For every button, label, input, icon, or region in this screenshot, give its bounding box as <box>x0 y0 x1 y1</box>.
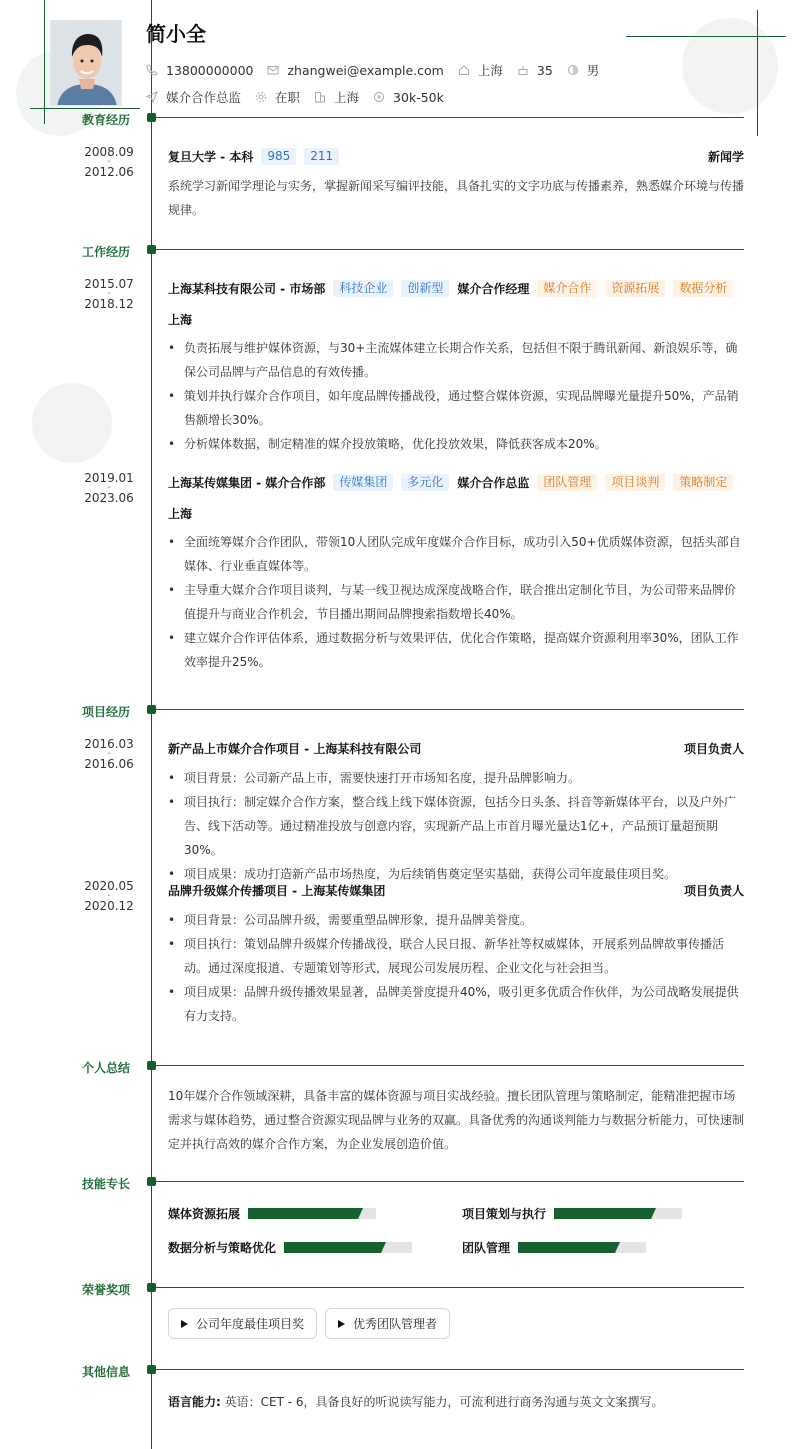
project-header <box>168 882 744 899</box>
role-tag: 媒介合作 <box>537 280 597 297</box>
work-header <box>168 280 744 297</box>
list-item: • 项目执行：策划品牌升级媒介传播战役，联合人民日报、新华社等权威媒体，开展系列品牌故事传播活动。通过深度报道、专题策划等形式，展现公司发展历程、企业文化与社会担当。 <box>168 932 744 980</box>
work-bullets <box>168 336 744 456</box>
role-tag: 团队管理 <box>537 474 597 491</box>
company-name: 上海某传媒集团 - 媒介合作部 <box>168 476 326 490</box>
date-dash: - <box>107 288 111 299</box>
coin-icon <box>373 91 385 103</box>
project-header <box>168 740 744 757</box>
work-header <box>168 474 744 491</box>
skill-bar-cut <box>358 1208 363 1219</box>
project-date <box>74 738 144 770</box>
school-name: 复旦大学 - 本科 <box>168 150 254 164</box>
section-title-skills: 技能专长 <box>81 1177 130 1191</box>
education-header <box>168 148 744 165</box>
skill-bar <box>284 1242 412 1253</box>
company-tag: 传媒集团 <box>333 474 393 491</box>
status-value: 在职 <box>275 90 301 105</box>
company-tag: 多元化 <box>401 474 449 491</box>
list-item: • 项目执行：制定媒介合作方案，整合线上线下媒体资源，包括今日头条、抖音等新媒体平台，以及户外广告、线下活动等。通过精准投放与创意内容，实现新产品上市首月曝光量达1亿+，产品预订量超预期30%。 <box>168 790 744 862</box>
project-date <box>74 880 144 912</box>
decorative-circle <box>32 383 112 463</box>
settings-icon <box>255 91 267 103</box>
education-date <box>74 146 144 178</box>
list-item: • 项目背景：公司新产品上市，需要快速打开市场知名度，提升品牌影响力。 <box>168 766 744 790</box>
award-badge <box>325 1308 450 1339</box>
section-divider <box>152 709 744 710</box>
project-role: 项目负责人 <box>683 884 744 898</box>
skill-name: 项目策划与执行 <box>462 1207 547 1221</box>
salary-info <box>373 90 444 105</box>
date-end: 2020.12 <box>84 899 134 913</box>
major: 新闻学 <box>707 150 744 164</box>
section-title-awards: 荣誉奖项 <box>81 1283 130 1297</box>
work-date <box>74 278 144 310</box>
send-icon <box>146 91 158 103</box>
list-item: • 策划并执行媒介合作项目，如年度品牌传播战役，通过整合媒体资源，实现品牌曝光量提升50%，产品销售额增长30%。 <box>168 384 744 432</box>
other-info <box>168 1393 664 1410</box>
skill-item <box>462 1205 682 1222</box>
date-end: 2023.06 <box>84 491 134 505</box>
skill-item <box>168 1239 412 1256</box>
skill-bar-cut <box>651 1208 656 1219</box>
role-tag: 资源拓展 <box>605 280 665 297</box>
list-item: • 负责拓展与维护媒体资源，与30+主流媒体建立长期合作关系，包括但不限于腾讯新闻、新浪娱乐等，确保公司品牌与产品信息的有效传播。 <box>168 336 744 384</box>
section-title-project: 项目经历 <box>81 705 130 719</box>
section-title-other: 其他信息 <box>81 1365 130 1379</box>
cake-icon <box>517 64 529 76</box>
age-value: 35 <box>536 62 553 78</box>
date-dash: - <box>107 156 111 167</box>
skill-name: 团队管理 <box>462 1241 511 1255</box>
section-title-work: 工作经历 <box>81 245 130 259</box>
section-divider <box>152 1369 744 1370</box>
work-bullets <box>168 530 744 674</box>
date-start: 2019.01 <box>84 471 134 485</box>
intent-city-value: 上海 <box>334 90 360 105</box>
job-role: 媒介合作经理 <box>457 282 530 296</box>
project-title: 新产品上市媒介合作项目 - 上海某科技有限公司 <box>168 742 422 756</box>
phone-value: 13800000000 <box>166 62 254 78</box>
city-value: 上海 <box>477 63 503 78</box>
date-start: 2008.09 <box>84 145 134 159</box>
timeline-line <box>151 0 152 1449</box>
skill-item <box>168 1205 376 1222</box>
gender-value: 男 <box>586 63 600 78</box>
skill-item <box>462 1239 646 1256</box>
award-badge <box>168 1308 317 1339</box>
summary-text: 10年媒介合作领域深耕，具备丰富的媒体资源与项目实战经验。擅长团队管理与策略制定，能精准把握市场需求与媒体趋势，通过整合资源实现品牌与业务的双赢。具备优秀的沟通谈判能力与数据分析能力，可快速制定并执行高效的媒介合作方案，为企业发展创造价值。 <box>168 1089 745 1151</box>
section-title-education: 教育经历 <box>81 113 130 127</box>
date-end: 2018.12 <box>84 297 134 311</box>
education-description: 系统学习新闻学理论与实务，掌握新闻采写编评技能，具备扎实的文字功底与传播素养，熟悉媒介环境与传播规律。 <box>168 179 745 217</box>
award-label: 优秀团队管理者 <box>353 1317 438 1331</box>
date-end: 2012.06 <box>84 165 134 179</box>
project-role: 项目负责人 <box>683 742 744 756</box>
company-tag: 创新型 <box>401 280 449 297</box>
list-item: • 全面统筹媒介合作团队，带领10人团队完成年度媒介合作目标，成功引入50+优质媒体资源，包括头部自媒体、行业垂直媒体等。 <box>168 530 744 578</box>
work-date <box>74 472 144 504</box>
date-dash: - <box>107 748 111 759</box>
skill-bar-fill <box>248 1208 363 1219</box>
decorative-corner-line <box>30 108 140 109</box>
work-city: 上海 <box>168 313 193 327</box>
home-icon <box>458 64 470 76</box>
list-item: • 项目成果：成功打造新产品市场热度，为后续销售奠定坚实基础，获得公司年度最佳项目奖。 <box>168 862 744 886</box>
section-title-summary: 个人总结 <box>81 1061 130 1075</box>
mail-icon <box>267 64 279 76</box>
job-role: 媒介合作总监 <box>457 476 530 490</box>
school-tag: 985 <box>261 148 296 165</box>
skill-bar <box>554 1208 682 1219</box>
date-start: 2016.03 <box>84 737 134 751</box>
list-item: • 主导重大媒介合作项目谈判，与某一线卫视达成深度战略合作，联合推出定制化节目，为公司带来品牌价值提升与商业合作机会，节目播出期间品牌搜索指数增长40%。 <box>168 578 744 626</box>
school-tag: 211 <box>304 148 339 165</box>
decorative-corner-line <box>44 0 45 124</box>
award-label: 公司年度最佳项目奖 <box>196 1317 305 1331</box>
building-icon <box>314 91 326 103</box>
skill-name: 媒体资源拓展 <box>168 1207 241 1221</box>
play-icon <box>181 1320 188 1328</box>
project-bullets <box>168 766 744 886</box>
work-city: 上海 <box>168 507 193 521</box>
date-end: 2016.06 <box>84 757 134 771</box>
decorative-corner-line <box>626 36 786 37</box>
date-start: 2015.07 <box>84 277 134 291</box>
other-text: 英语：CET - 6，具备良好的听说读写能力，可流利进行商务沟通与英文文案撰写。 <box>224 1395 664 1409</box>
skill-name: 数据分析与策略优化 <box>168 1241 277 1255</box>
gender-icon <box>567 64 579 76</box>
decorative-corner-line <box>757 10 758 136</box>
section-divider <box>152 1287 744 1288</box>
list-item: • 分析媒体数据，制定精准的媒介投放策略，优化投放效果，降低获客成本20%。 <box>168 432 744 456</box>
date-dash: - <box>107 482 111 493</box>
contact-row <box>146 61 613 79</box>
section-divider <box>152 1065 744 1066</box>
phone-info <box>146 63 253 78</box>
city-info <box>458 61 503 79</box>
role-tag: 数据分析 <box>673 280 733 297</box>
intent-city-info <box>314 88 359 106</box>
list-item: • 项目成果：品牌升级传播效果显著，品牌美誉度提升40%，吸引更多优质合作伙伴，为公司战略发展提供有力支持。 <box>168 980 744 1028</box>
skill-bar-cut <box>381 1242 386 1253</box>
avatar <box>50 20 122 106</box>
play-icon <box>338 1320 345 1328</box>
phone-icon <box>146 64 158 76</box>
gender-info <box>567 61 600 79</box>
email-value: zhangwei@example.com <box>287 62 444 78</box>
section-divider <box>152 249 744 250</box>
skill-bar-cut <box>615 1242 620 1253</box>
email-info <box>267 63 443 78</box>
company-tag: 科技企业 <box>333 280 393 297</box>
role-tag: 项目谈判 <box>605 474 665 491</box>
section-divider <box>152 117 744 118</box>
project-bullets <box>168 908 744 1028</box>
list-item: • 项目背景：公司品牌升级，需要重塑品牌形象，提升品牌美誉度。 <box>168 908 744 932</box>
age-info <box>517 63 553 78</box>
skill-bar <box>248 1208 376 1219</box>
decorative-circle <box>682 18 778 114</box>
project-title: 品牌升级媒介传播项目 - 上海某传媒集团 <box>168 884 386 898</box>
position-value: 媒介合作总监 <box>166 90 242 105</box>
skill-bar-fill <box>284 1242 386 1253</box>
other-label: 语言能力: <box>168 1395 221 1409</box>
date-start: 2020.05 <box>84 879 134 893</box>
status-info <box>255 88 300 106</box>
skill-bar-fill <box>518 1242 620 1253</box>
company-name: 上海某科技有限公司 - 市场部 <box>168 282 326 296</box>
section-divider <box>152 1181 744 1182</box>
role-tag: 策略制定 <box>673 474 733 491</box>
salary-value: 30k-50k <box>393 89 444 105</box>
list-item: • 建立媒介合作评估体系，通过数据分析与效果评估，优化合作策略，提高媒介资源利用率30%，团队工作效率提升25%。 <box>168 626 744 674</box>
candidate-name: 简小全 <box>146 22 206 46</box>
date-dash: - <box>107 890 111 901</box>
intent-row <box>146 88 458 106</box>
position-info <box>146 88 241 106</box>
skill-bar-fill <box>554 1208 656 1219</box>
skill-bar <box>518 1242 646 1253</box>
